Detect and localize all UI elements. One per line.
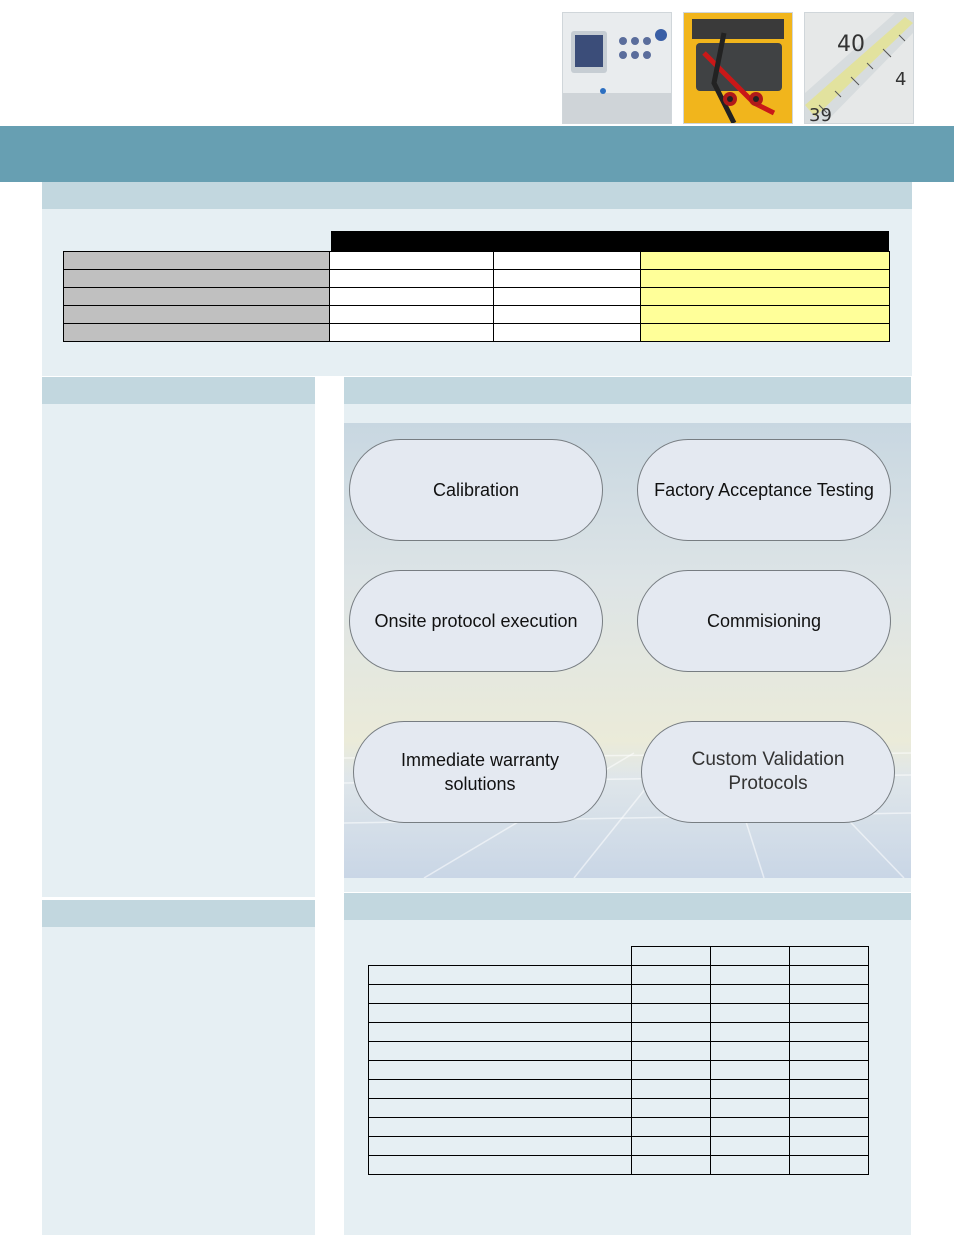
left-sidebar-panel-1: [42, 377, 315, 897]
table-row: [369, 985, 869, 1004]
service-factory-acceptance-testing: [637, 439, 891, 541]
table-row: [64, 252, 890, 270]
service-immediate-warranty-solutions: [353, 721, 607, 823]
controller-device-photo: [562, 12, 672, 124]
table-row: [369, 1042, 869, 1061]
services-graphic: [344, 423, 911, 878]
overview-section-bar: [42, 182, 912, 209]
table-row: [369, 1137, 869, 1156]
table-row: [64, 306, 890, 324]
table-row: [369, 1080, 869, 1099]
service-commissioning: [637, 570, 891, 672]
table-row: [369, 1061, 869, 1080]
svg-text:39: 39: [809, 105, 832, 123]
service-label: Immediate warranty solutions: [400, 750, 560, 794]
service-label: Commisioning: [706, 611, 822, 631]
comparison-table-header: [331, 231, 889, 251]
table-row: [369, 1023, 869, 1042]
table-row: [369, 1099, 869, 1118]
ruled-table: [368, 946, 869, 1175]
left-sidebar-bar-1: [42, 377, 315, 404]
services-section-bar: [344, 377, 911, 404]
service-onsite-protocol-execution: [349, 570, 603, 672]
table-row: [369, 1118, 869, 1137]
service-label: Factory Acceptance Testing: [654, 480, 874, 500]
table-row: [369, 1004, 869, 1023]
service-custom-validation-protocols: [641, 721, 895, 823]
svg-text:40: 40: [837, 32, 865, 57]
left-sidebar-bar-2: [42, 900, 315, 927]
left-sidebar-panel-2: [42, 900, 315, 1235]
multimeter-photo: [683, 12, 793, 124]
table-header-row: [369, 947, 869, 966]
svg-text:4: 4: [895, 69, 907, 90]
lower-right-section-bar: [344, 893, 911, 920]
table-row: [369, 1156, 869, 1175]
table-row: [64, 288, 890, 306]
table-row: [369, 966, 869, 985]
service-label: Onsite protocol execution: [374, 611, 578, 631]
service-calibration: [349, 439, 603, 541]
table-row: [64, 270, 890, 288]
comparison-table: [63, 251, 890, 342]
table-row: [64, 324, 890, 342]
service-label: Calibration: [432, 480, 520, 500]
service-label: Custom Validation Protocols: [691, 749, 845, 794]
header-banner: [0, 126, 954, 182]
thermometer-photo: [804, 12, 914, 124]
